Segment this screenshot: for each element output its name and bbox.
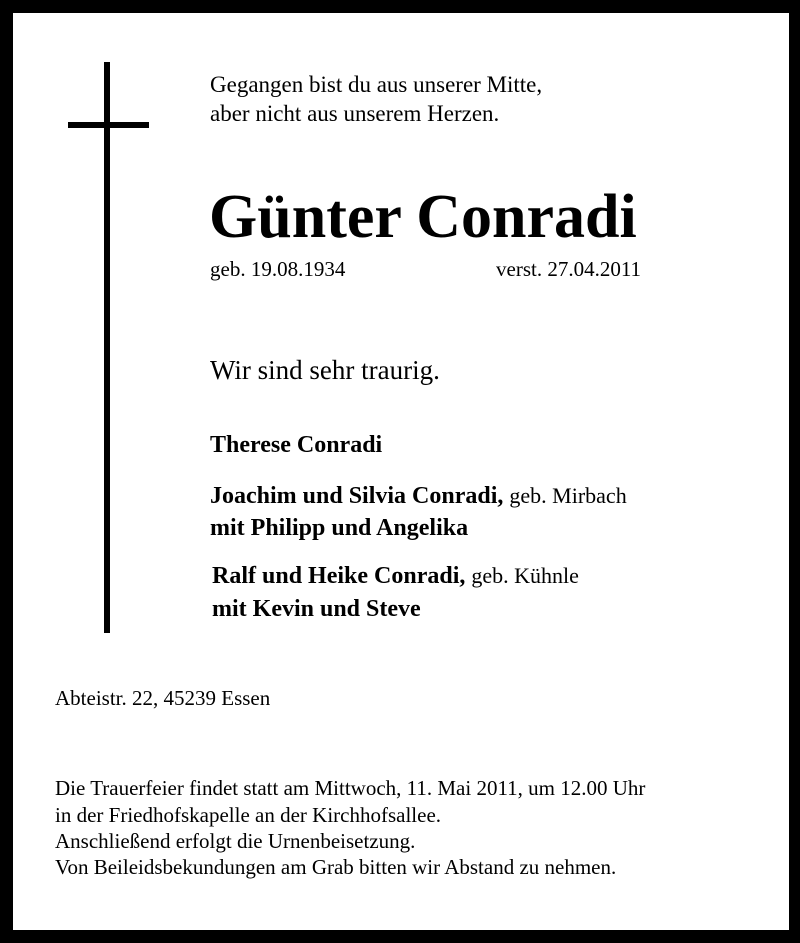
cross-horizontal-bar bbox=[68, 122, 149, 128]
funeral-line: in der Friedhofskapelle an der Kirchhofsallee. bbox=[55, 803, 442, 827]
funeral-line: Anschließend erfolgt die Urnenbeisetzung. bbox=[55, 829, 416, 853]
mourner-children: mit Philipp und Angelika bbox=[210, 515, 469, 541]
deceased-name: Günter Conradi bbox=[209, 183, 637, 251]
funeral-line: Die Trauerfeier findet statt am Mittwoch, 11. Mai 2011, um 12.00 Uhr bbox=[55, 776, 646, 800]
address: Abteistr. 22, 45239 Essen bbox=[55, 686, 271, 710]
mourner-name: Therese Conradi bbox=[210, 432, 383, 458]
mourner-children: mit Kevin und Steve bbox=[212, 596, 421, 622]
mourner-line bbox=[212, 564, 579, 588]
mourner-line bbox=[210, 484, 627, 508]
mourner-maiden-name: geb. Mirbach bbox=[509, 483, 627, 508]
sentiment-text: Wir sind sehr traurig. bbox=[210, 355, 440, 385]
mourner-maiden-name: geb. Kühnle bbox=[471, 563, 579, 588]
quote-line-2: aber nicht aus unserem Herzen. bbox=[210, 101, 500, 126]
cross-vertical-bar bbox=[104, 62, 110, 633]
birth-date: geb. 19.08.1934 bbox=[210, 257, 346, 281]
mourner-name: Ralf und Heike Conradi, bbox=[212, 563, 466, 589]
funeral-line: Von Beileidsbekundungen am Grab bitten wir Abstand zu nehmen. bbox=[55, 855, 617, 879]
mourner-name: Joachim und Silvia Conradi, bbox=[210, 483, 504, 509]
death-date: verst. 27.04.2011 bbox=[496, 257, 642, 281]
quote-line-1: Gegangen bist du aus unserer Mitte, bbox=[210, 72, 543, 97]
